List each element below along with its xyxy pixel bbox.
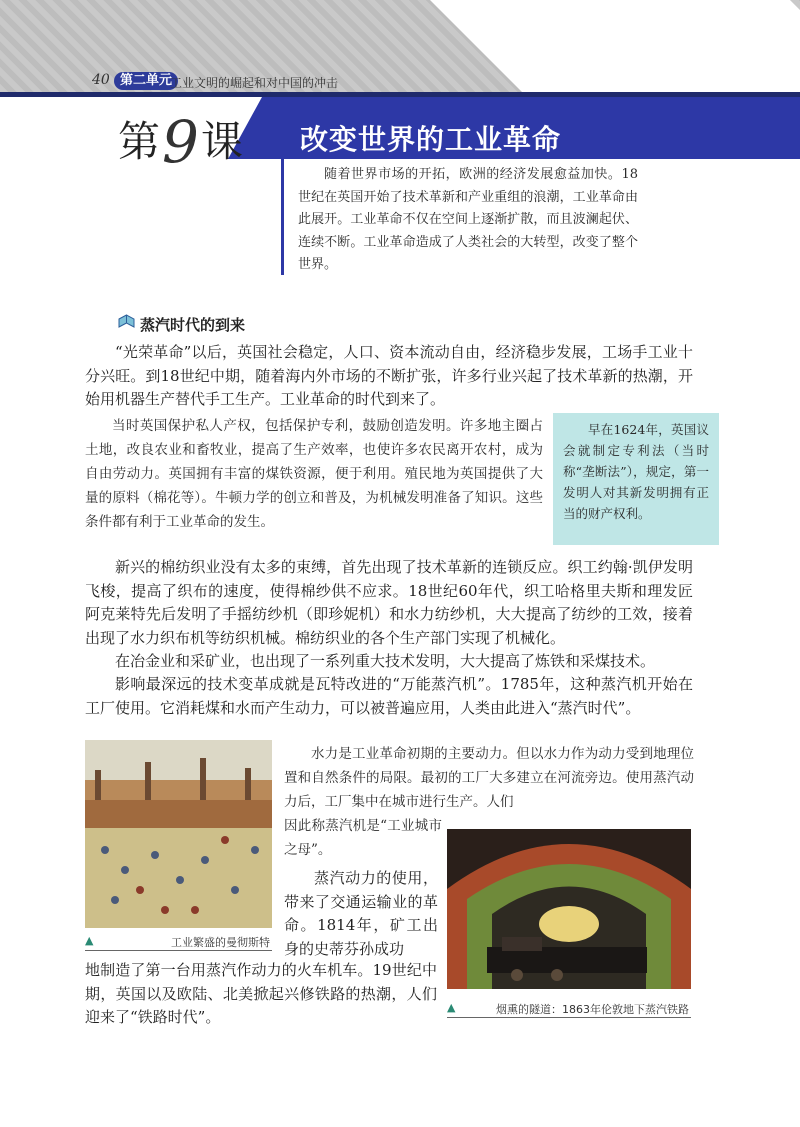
lesson-title: 改变世界的工业革命 — [300, 123, 562, 156]
paragraph-transport: 蒸汽动力的使用，带来了交通运输业的革命。1814年，矿工出身的史蒂芬孙成功 — [284, 869, 438, 958]
page-number: 40 — [92, 72, 110, 88]
manchester-illustration — [85, 740, 272, 928]
manchester-caption-rule — [85, 950, 272, 951]
lesson-number — [118, 108, 243, 176]
intro-accent-bar — [281, 159, 284, 275]
section-book-icon — [118, 313, 135, 330]
tunnel-illustration — [447, 829, 691, 989]
paragraph-conditions: 当时英国保护私人产权，包括保护专利，鼓励创造发明。许多地主圈占土地，改良农业和畜牧业，提高了生产效率，也使许多农民离开农村，成为自由劳动力。英国拥有丰富的煤铁资源，便于利用。殖民地为英国提供了大量的原料（棉花等）。牛顿力学的创立和普及，为机械发明准备了知识。这些条件都有利于工业革命的发生。 — [85, 418, 543, 530]
paragraph-steam-engine: 影响最深远的技术变革成就是瓦特改进的“万能蒸汽机”。1785年，这种蒸汽机开始在工厂使用。它消耗煤和水而产生动力，可以被普遍应用，人类由此进入“蒸汽时代”。 — [85, 675, 693, 717]
sidebar-patent-note: 早在1624年，英国议会就制定专利法（当时称“垄断法”），规定，第一发明人对其新发明拥有正当的财产权利。 — [553, 413, 719, 545]
manchester-caption-row — [85, 934, 272, 947]
caption-triangle-icon: ▲ — [447, 1001, 456, 1014]
lesson-intro: 随着世界市场的开拓，欧洲的经济发展愈益加快。18世纪在英国开始了技术革新和产业重组的浪潮，工业革命由此展开。工业革命不仅在空间上逐渐扩散，而且波澜起伏、连续不断。工业革命造成了人类社会的大转型，改变了整个世界。 — [298, 167, 638, 272]
section-title: 蒸汽时代的到来 — [140, 316, 246, 334]
paragraph-transport-cont: 地制造了第一台用蒸汽作动力的火车机车。19世纪中期，英国以及欧陆、北美掀起兴修铁路的热潮，人们迎来了“铁路时代”。 — [85, 961, 437, 1026]
tunnel-caption-row — [447, 1001, 691, 1014]
paragraph-water-power-cont: 因此称蒸汽机是“工业城市之母”。 — [284, 818, 442, 858]
unit-title: 工业文明的崛起和对中国的冲击 — [170, 76, 339, 90]
manchester-caption: 工业繁盛的曼彻斯特 — [171, 936, 270, 949]
lesson-prefix: 第 — [118, 117, 161, 166]
paragraph-metallurgy: 在冶金业和采矿业，也出现了一系列重大技术发明，大大提高了炼铁和采煤技术。 — [115, 652, 656, 670]
lesson-number-digit: 9 — [162, 108, 199, 176]
paragraph-water-power: 水力是工业革命初期的主要动力。但以水力作为动力受到地理位置和自然条件的局限。最初的工厂大多建立在河流旁边。使用蒸汽动力后，工厂集中在城市进行生产。人们 — [284, 746, 694, 810]
unit-badge: 第二单元 — [114, 72, 178, 90]
tunnel-caption: 烟熏的隧道：1863年伦敦地下蒸汽铁路 — [496, 1003, 689, 1016]
paragraph-glorious-revolution: “光荣革命”以后，英国社会稳定，人口、资本流动自由，经济稳步发展，工场手工业十分兴旺。到18世纪中期，随着海内外市场的不断扩张，许多行业兴起了技术革新的热潮，开始用机器生产替代手工生产。工业革命的时代到来了。 — [85, 343, 693, 408]
tunnel-caption-rule — [447, 1017, 691, 1018]
caption-triangle-icon: ▲ — [85, 934, 94, 947]
paragraph-cotton-industry: 新兴的棉纺织业没有太多的束缚，首先出现了技术革新的连锁反应。织工约翰·凯伊发明飞梭，提高了织布的速度，使得棉纱供不应求。18世纪60年代，织工哈格里夫斯和理发匠阿克莱特先后发明了手摇纺纱机（即珍妮机）和水力纺纱机，大大提高了纺纱的工效，接着出现了水力织布机等纺织机械。棉纺织业的各个生产部门实现了机械化。 — [85, 558, 693, 647]
lesson-suffix: 课 — [200, 117, 243, 166]
